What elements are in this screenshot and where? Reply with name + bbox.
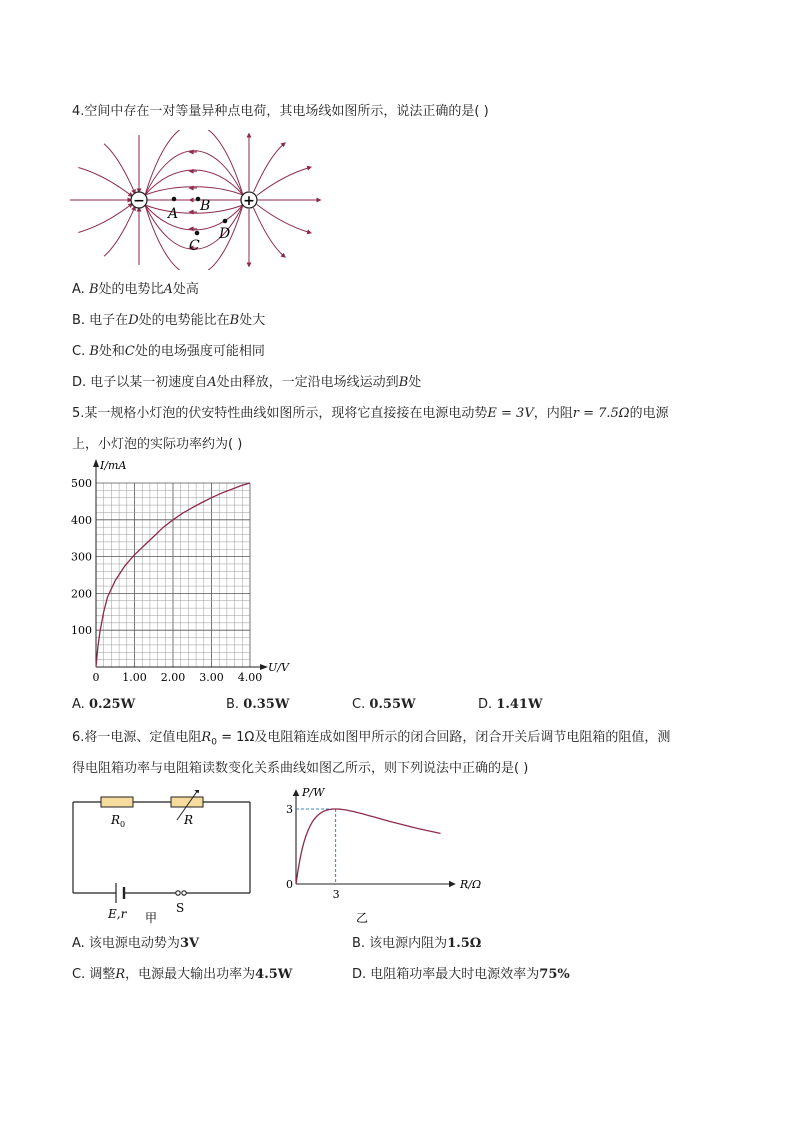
- q5-option-d[interactable]: [478, 697, 543, 712]
- option-label: A.: [72, 282, 89, 297]
- y-tick-label: 300: [71, 550, 92, 564]
- switch-label: S: [176, 901, 185, 915]
- option-value: 0.25W: [88, 697, 136, 712]
- option-text: 处的电场强度可能相同: [134, 344, 265, 359]
- q5-stem-line1: [72, 406, 669, 422]
- option-var: A: [163, 282, 173, 297]
- circuit-caption: 甲: [145, 911, 158, 925]
- option-value: 0.55W: [369, 697, 416, 712]
- negative-charge-sign: −: [133, 193, 145, 209]
- source-label: E,r: [108, 907, 127, 921]
- y-axis-arrow-icon: [93, 459, 99, 467]
- field-line: [254, 208, 285, 256]
- option-value: 1.41W: [496, 697, 543, 712]
- x-tick-label: 0: [92, 671, 100, 684]
- option-label: C.: [352, 697, 370, 712]
- option-label: A.: [72, 697, 89, 712]
- chart-caption: 乙: [356, 911, 369, 925]
- stem-text: 及电阻箱连成如图甲所示的闭合回路，闭合开关后调节电阻箱的阻值，测: [254, 730, 671, 745]
- r0-value: = 1Ω: [216, 730, 255, 745]
- q4-stem: 4.空间中存在一对等量异种点电荷，其电场线如图所示，说法正确的是( ): [72, 104, 489, 119]
- field-line: [78, 205, 131, 233]
- q6-circuit-diagram: [70, 790, 255, 925]
- point-c-dot: [195, 231, 200, 236]
- x-axis-label: U/V: [268, 661, 289, 674]
- option-text: ，电源最大输出功率为: [125, 967, 256, 982]
- option-value: 3V: [179, 936, 200, 951]
- option-value: 0.35W: [243, 697, 290, 712]
- field-line: [78, 168, 131, 196]
- stem-text: 5.某一规格小灯泡的伏安特性曲线如图所示，现将它直接接在电源电动势: [72, 406, 488, 421]
- field-line: [257, 168, 310, 196]
- field-line: [145, 130, 243, 195]
- option-label: B.: [226, 697, 244, 712]
- power-curve: [296, 809, 441, 884]
- stem-text: 的电源: [629, 406, 669, 421]
- q6-option-c[interactable]: [72, 967, 292, 983]
- q4-option-c[interactable]: [72, 344, 265, 360]
- q4-field-lines-figure: [70, 130, 326, 270]
- field-line: [257, 205, 310, 233]
- x-tick-label: 1.00: [122, 671, 147, 684]
- option-label: D. 电子以某一初速度自: [72, 375, 208, 390]
- switch-icon: [176, 891, 186, 895]
- x-tick-label: 3.00: [199, 671, 224, 684]
- y-axis-label: I/mA: [100, 459, 127, 472]
- point-a-dot: [172, 197, 177, 202]
- option-text: 处的电势能比在: [138, 313, 230, 328]
- y-tick-label: 100: [71, 624, 92, 638]
- option-label: B. 电子在: [72, 313, 129, 328]
- option-text: 处高: [172, 282, 199, 297]
- field-line: [145, 170, 243, 195]
- y-axis-label: P/W: [302, 786, 325, 799]
- option-value: 75%: [539, 967, 570, 982]
- option-var: C: [124, 344, 135, 359]
- peak-y-tick-label: 3: [286, 803, 293, 816]
- option-var: B: [88, 282, 99, 297]
- option-label: D.: [478, 697, 497, 712]
- option-text: 处大: [239, 313, 266, 328]
- option-text: C. 调整: [72, 967, 116, 982]
- q6-option-d[interactable]: [352, 967, 570, 983]
- option-var: B: [398, 375, 409, 390]
- field-line: [104, 144, 135, 192]
- option-value: 4.5W: [255, 967, 293, 982]
- q4-option-b[interactable]: [72, 313, 265, 329]
- q6-option-a[interactable]: [72, 936, 199, 952]
- stem-text: 6.将一电源、定值电阻: [72, 730, 202, 745]
- option-var: R: [115, 967, 126, 982]
- field-line: [254, 144, 285, 192]
- origin-label: 0: [286, 878, 293, 891]
- q5-iv-chart: [60, 455, 310, 695]
- option-text: 处的电势比: [98, 282, 164, 297]
- option-var: D: [128, 313, 139, 328]
- r-label: R: [184, 813, 194, 827]
- resistance-value: r = 7.5Ω: [572, 406, 630, 421]
- q6-option-b[interactable]: [352, 936, 481, 952]
- point-d-label: D: [219, 226, 231, 242]
- point-d-dot: [223, 219, 228, 224]
- option-text: A. 该电源电动势为: [72, 936, 180, 951]
- battery-icon: [116, 883, 124, 903]
- r0-subscript: 0: [211, 737, 217, 748]
- q6-power-resistance-chart: [282, 782, 492, 927]
- x-tick-label: 2.00: [160, 671, 186, 684]
- option-text: 处由释放，一定沿电场线运动到: [216, 375, 399, 390]
- q5-option-a[interactable]: [72, 697, 135, 712]
- x-axis-arrow-icon: [260, 664, 268, 670]
- option-text: B. 该电源内阻为: [352, 936, 448, 951]
- option-text: 处和: [98, 344, 125, 359]
- x-axis-label: R/Ω: [460, 878, 482, 891]
- r0-symbol: R: [201, 730, 212, 745]
- option-text: 处: [408, 375, 422, 390]
- r0-label: $R_0$: [111, 813, 126, 829]
- option-var: B: [229, 313, 240, 328]
- option-label: C.: [72, 344, 90, 359]
- option-var: A: [207, 375, 217, 390]
- point-a-label: A: [168, 206, 179, 222]
- option-text: D. 电阻箱功率最大时电源效率为: [352, 967, 540, 982]
- x-tick-label: 4.00: [237, 671, 263, 684]
- q6-stem-line2: 得电阻箱功率与电阻箱读数变化关系曲线如图乙所示，则下列说法中正确的是( ): [72, 761, 529, 776]
- q5-option-c[interactable]: [352, 697, 416, 712]
- q6-stem-line1: [72, 730, 670, 751]
- positive-charge-sign: +: [243, 193, 255, 209]
- fixed-resistor-r0-icon: [101, 797, 133, 807]
- field-line: [104, 208, 135, 256]
- y-tick-label: 400: [71, 513, 92, 527]
- stem-text: ，内阻: [533, 406, 573, 421]
- y-tick-label: 500: [71, 477, 92, 490]
- point-b-label: B: [200, 198, 211, 214]
- q5-stem-line2: 上，小灯泡的实际功率约为( ): [72, 437, 243, 452]
- peak-x-tick-label: 3: [332, 888, 340, 901]
- point-c-label: C: [189, 238, 200, 254]
- option-var: B: [89, 344, 99, 359]
- y-tick-label: 200: [71, 587, 92, 601]
- q4-option-a[interactable]: [72, 282, 199, 298]
- emf-value: E = 3V: [487, 406, 534, 421]
- q4-option-d[interactable]: [72, 375, 421, 391]
- q5-option-b[interactable]: [226, 697, 289, 712]
- option-value: 1.5Ω: [447, 936, 482, 951]
